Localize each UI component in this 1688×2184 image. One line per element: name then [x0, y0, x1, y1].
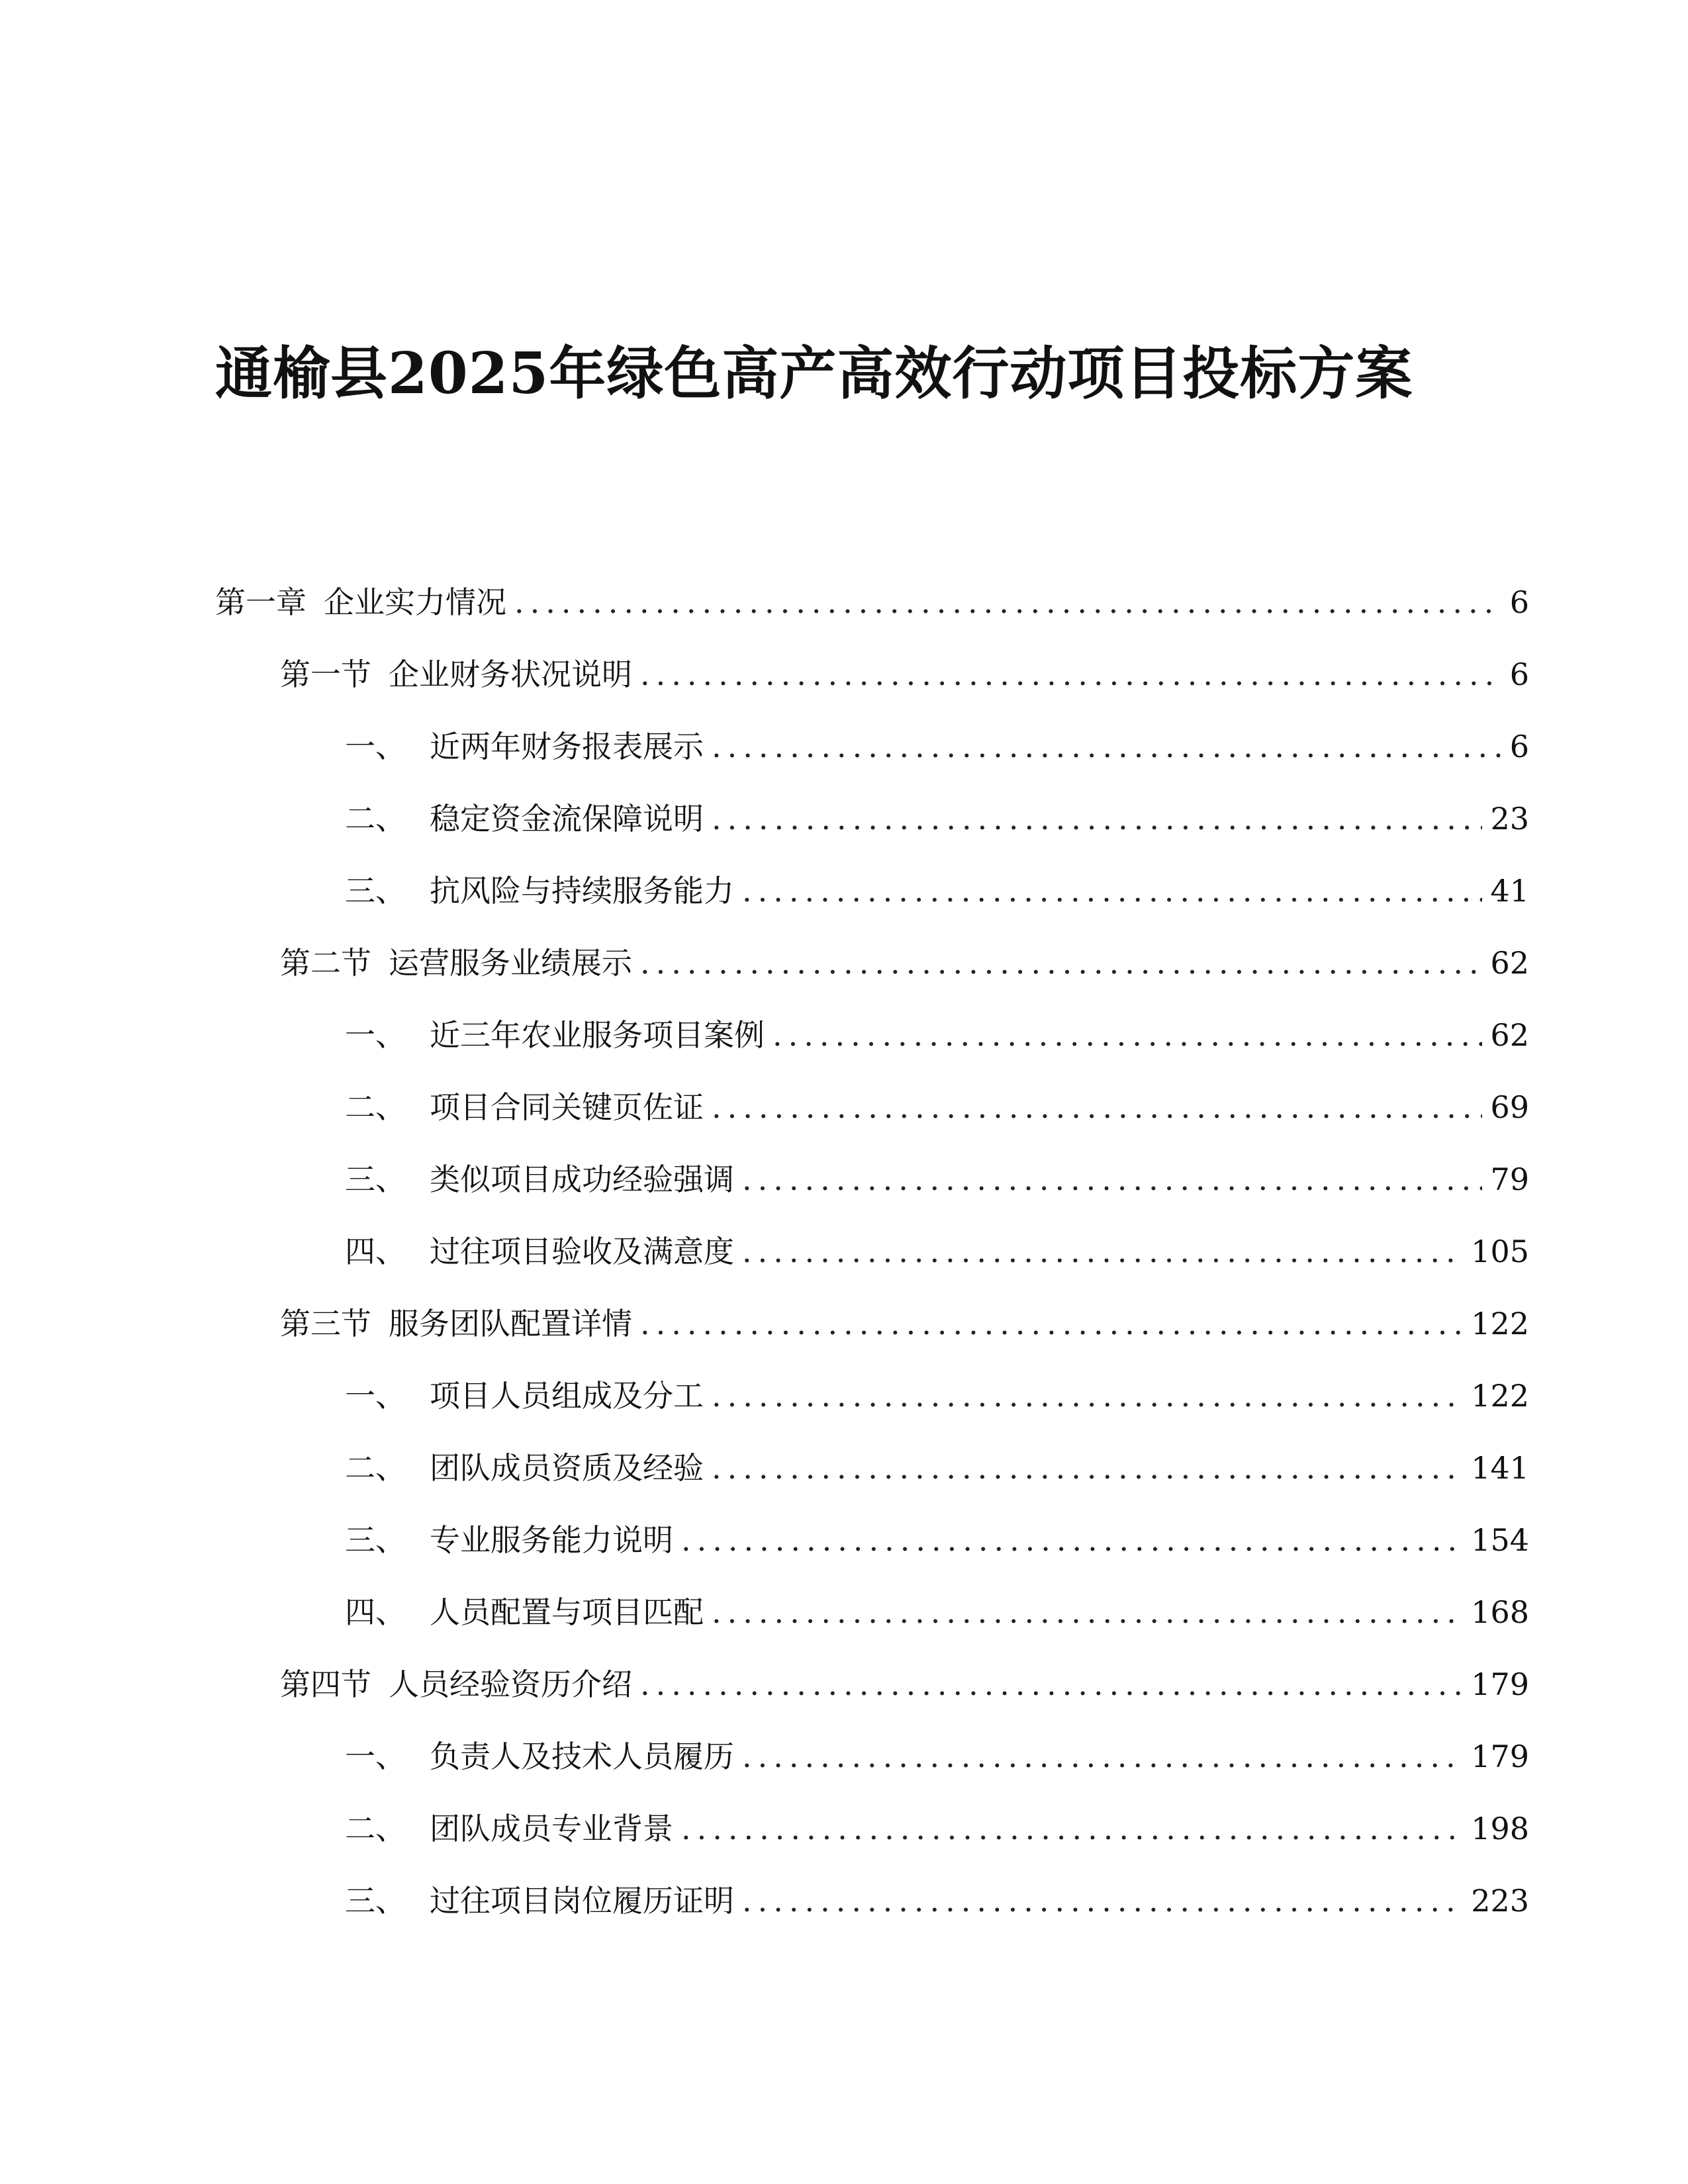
toc-entry[interactable] — [215, 655, 1529, 727]
toc-dot-leader — [742, 1881, 1463, 1921]
toc-entry[interactable] — [215, 1592, 1529, 1664]
toc-entry-title: 近三年农业服务项目案例 — [430, 1017, 765, 1053]
toc-entry[interactable] — [215, 1664, 1529, 1737]
toc-page-number: 6 — [1509, 584, 1529, 620]
toc-page-number: 79 — [1490, 1161, 1529, 1197]
toc-dot-leader — [742, 871, 1482, 911]
toc-dot-leader — [712, 1448, 1463, 1488]
toc-dot-leader — [640, 943, 1482, 983]
toc-dot-leader — [742, 1737, 1463, 1776]
toc-entry-title: 专业服务能力说明 — [430, 1522, 673, 1558]
toc-page-number: 179 — [1471, 1739, 1529, 1774]
toc-entry-title: 运营服务业绩展示 — [389, 945, 632, 981]
toc-entry-number: 二、 — [345, 1811, 406, 1846]
toc-page-number: 122 — [1471, 1306, 1529, 1342]
toc-page-number: 141 — [1471, 1450, 1529, 1486]
toc-entry-title: 团队成员资质及经验 — [430, 1450, 704, 1486]
toc-dot-leader — [712, 1087, 1482, 1127]
toc-dot-leader — [742, 1232, 1463, 1271]
toc-entry-title: 项目合同关键页佐证 — [430, 1089, 704, 1125]
toc-entry-number: 第三节 — [280, 1306, 371, 1342]
toc-dot-leader — [681, 1520, 1463, 1560]
toc-page-number: 62 — [1490, 1017, 1529, 1053]
toc-entry[interactable] — [215, 1809, 1529, 1881]
toc-dot-leader — [640, 655, 1501, 694]
toc-dot-leader — [640, 1664, 1463, 1704]
toc-dot-leader — [712, 799, 1482, 839]
toc-dot-leader — [514, 582, 1501, 622]
toc-entry-title: 类似项目成功经验强调 — [430, 1161, 734, 1197]
toc-entry[interactable] — [215, 1232, 1529, 1304]
toc-entry-number: 二、 — [345, 1089, 406, 1125]
toc-entry-number: 三、 — [345, 873, 406, 909]
toc-dot-leader — [640, 1304, 1463, 1343]
toc-dot-leader — [681, 1809, 1463, 1848]
toc-entry-title: 团队成员专业背景 — [430, 1811, 673, 1846]
toc-entry-number: 一、 — [345, 1739, 406, 1774]
toc-entry[interactable] — [215, 943, 1529, 1015]
toc-entry[interactable] — [215, 1160, 1529, 1232]
toc-dot-leader — [712, 1592, 1463, 1632]
toc-entry-number: 一、 — [345, 1378, 406, 1414]
toc-entry[interactable] — [215, 1737, 1529, 1809]
toc-entry-number: 一、 — [345, 1017, 406, 1053]
toc-entry-title: 人员经验资历介绍 — [389, 1666, 632, 1702]
toc-entry-title: 近两年财务报表展示 — [430, 729, 704, 764]
toc-dot-leader — [712, 727, 1501, 766]
toc-entry[interactable] — [215, 582, 1529, 655]
toc-entry[interactable] — [215, 727, 1529, 799]
toc-page-number: 168 — [1471, 1594, 1529, 1630]
toc-entry-title: 过往项目岗位履历证明 — [430, 1883, 734, 1919]
toc-entry-title: 稳定资金流保障说明 — [430, 801, 704, 837]
toc-entry-number: 第一节 — [280, 657, 371, 692]
toc-entry-number: 四、 — [345, 1594, 406, 1630]
toc-entry-number: 三、 — [345, 1883, 406, 1919]
toc-page-number: 154 — [1471, 1522, 1529, 1558]
toc-entry[interactable] — [215, 1015, 1529, 1087]
toc-entry[interactable] — [215, 1376, 1529, 1448]
toc-entry[interactable] — [215, 871, 1529, 943]
toc-dot-leader — [773, 1015, 1482, 1055]
toc-entry-number: 第四节 — [280, 1666, 371, 1702]
toc-entry-title: 企业财务状况说明 — [389, 657, 632, 692]
toc-page-number: 223 — [1471, 1883, 1529, 1919]
toc-entry-number: 第一章 — [215, 584, 306, 620]
toc-page-number: 105 — [1471, 1234, 1529, 1269]
toc-entry-number: 三、 — [345, 1161, 406, 1197]
toc-entry-title: 抗风险与持续服务能力 — [430, 873, 734, 909]
toc-entry-number: 二、 — [345, 801, 406, 837]
toc-page-number: 62 — [1490, 945, 1529, 981]
toc-page-number: 69 — [1490, 1089, 1529, 1125]
document-title: 通榆县2025年绿色高产高效行动项目投标方案 — [215, 340, 1413, 407]
toc-entry-title: 人员配置与项目匹配 — [430, 1594, 704, 1630]
toc-entry[interactable] — [215, 1087, 1529, 1160]
toc-dot-leader — [742, 1160, 1482, 1199]
toc-page-number: 23 — [1490, 801, 1529, 837]
toc-dot-leader — [712, 1376, 1463, 1416]
toc-page-number: 6 — [1509, 729, 1529, 764]
toc-page-number: 122 — [1471, 1378, 1529, 1414]
table-of-contents — [215, 582, 1529, 1953]
toc-entry-title: 负责人及技术人员履历 — [430, 1739, 734, 1774]
toc-entry[interactable] — [215, 1520, 1529, 1592]
toc-entry-title: 服务团队配置详情 — [389, 1306, 632, 1342]
toc-page-number: 198 — [1471, 1811, 1529, 1846]
toc-page-number: 41 — [1490, 873, 1529, 909]
toc-entry[interactable] — [215, 1881, 1529, 1953]
toc-entry-number: 一、 — [345, 729, 406, 764]
toc-entry[interactable] — [215, 799, 1529, 871]
toc-page-number: 179 — [1471, 1666, 1529, 1702]
toc-entry-title: 过往项目验收及满意度 — [430, 1234, 734, 1269]
toc-entry-number: 三、 — [345, 1522, 406, 1558]
toc-entry-title: 项目人员组成及分工 — [430, 1378, 704, 1414]
toc-page-number: 6 — [1509, 657, 1529, 692]
toc-entry[interactable] — [215, 1304, 1529, 1376]
toc-entry[interactable] — [215, 1448, 1529, 1520]
toc-entry-title: 企业实力情况 — [324, 584, 506, 620]
toc-entry-number: 第二节 — [280, 945, 371, 981]
toc-entry-number: 四、 — [345, 1234, 406, 1269]
toc-entry-number: 二、 — [345, 1450, 406, 1486]
